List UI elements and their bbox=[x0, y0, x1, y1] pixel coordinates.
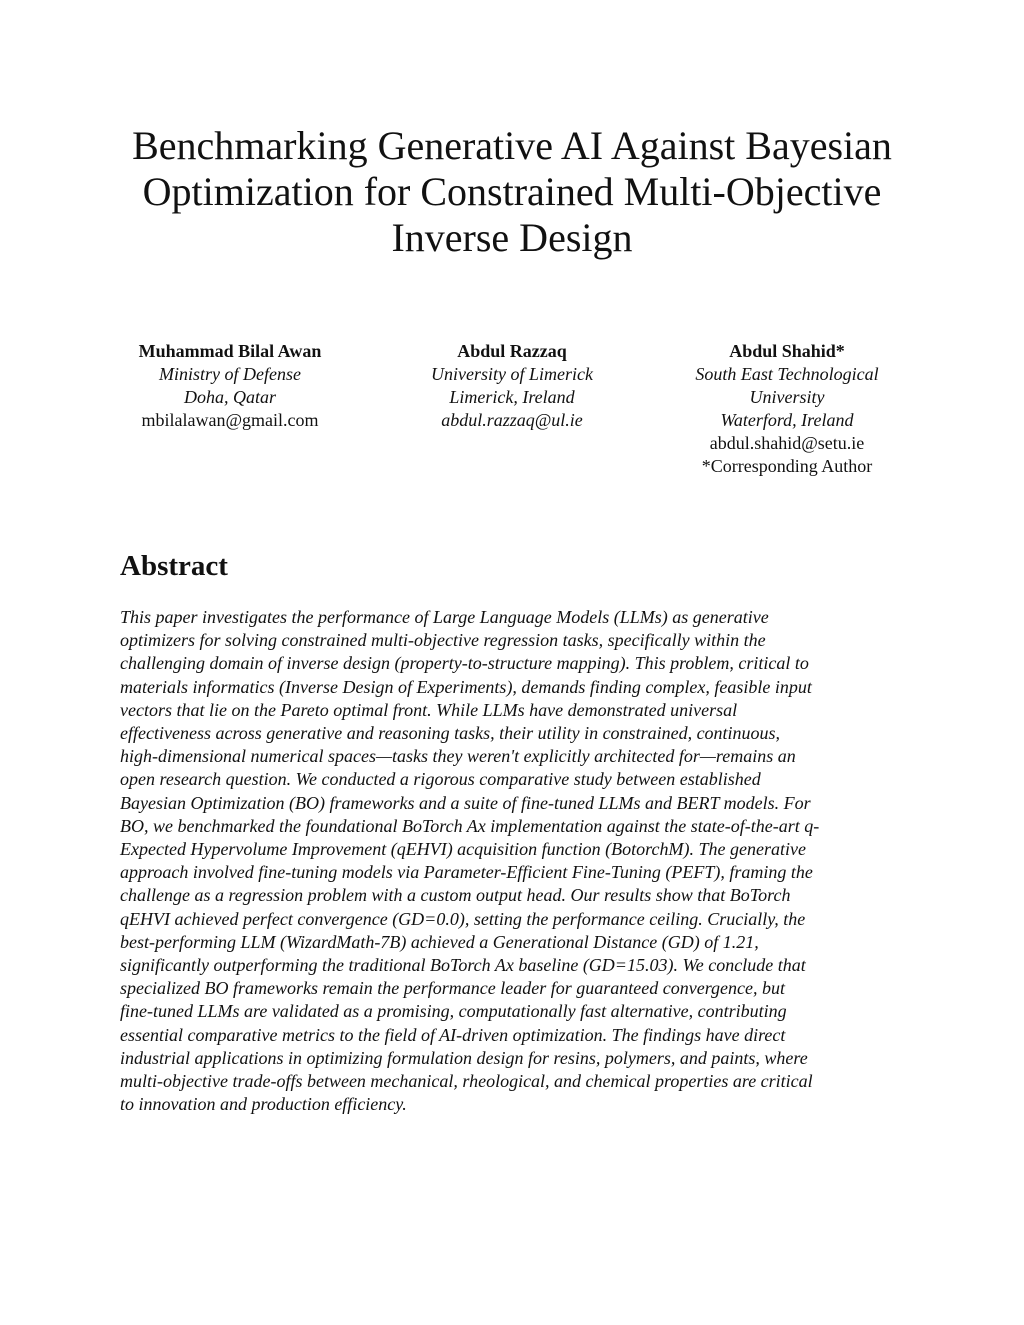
author-affiliation: South East Technological bbox=[695, 364, 879, 384]
author-email: abdul.shahid@setu.ie bbox=[709, 433, 865, 453]
abstract-line: best-performing LLM (WizardMath-7B) achieved a Generational Distance (GD) of 1.21, bbox=[120, 931, 759, 952]
title-line: Inverse Design bbox=[391, 215, 633, 260]
author-location: Limerick, Ireland bbox=[449, 387, 575, 407]
author-name: Abdul Razzaq bbox=[457, 341, 567, 361]
abstract-line: challenging domain of inverse design (property-to-structure mapping). This problem, critical to bbox=[120, 653, 809, 674]
abstract-line: BO, we benchmarked the foundational BoTorch Ax implementation against the state-of-the-art q- bbox=[120, 815, 820, 836]
abstract-line: multi-objective trade-offs between mechanical, rheological, and chemical properties are critical bbox=[120, 1071, 813, 1092]
abstract-line: Expected Hypervolume Improvement (qEHVI) acquisition function (BotorchM). The generative bbox=[120, 839, 806, 860]
abstract-line: open research question. We conducted a rigorous comparative study between established bbox=[120, 769, 761, 790]
author-affiliation-cont: University bbox=[749, 387, 825, 407]
author-block bbox=[0, 340, 1024, 490]
abstract-line: industrial applications in optimizing formulation design for resins, polymers, and paints, where bbox=[120, 1047, 808, 1068]
author-name: Muhammad Bilal Awan bbox=[138, 341, 322, 361]
abstract-line: essential comparative metrics to the field of AI-driven optimization. The findings have direct bbox=[120, 1024, 786, 1045]
author-name: Abdul Shahid* bbox=[729, 341, 845, 361]
abstract-line: high-dimensional numerical spaces—tasks they weren't explicitly architected for—remains an bbox=[120, 746, 796, 767]
abstract-line: specialized BO frameworks remain the performance leader for guaranteed convergence, but bbox=[120, 978, 786, 999]
abstract-line: fine-tuned LLMs are validated as a promising, computationally fast alternative, contributing bbox=[120, 1001, 787, 1022]
abstract-line: approach involved fine-tuning models via Parameter-Efficient Fine-Tuning (PEFT), framing the bbox=[120, 862, 813, 883]
author-razzaq bbox=[387, 340, 637, 432]
author-shahid bbox=[662, 340, 912, 478]
paper-title bbox=[0, 123, 1024, 261]
abstract-line: This paper investigates the performance of Large Language Models (LLMs) as generative bbox=[120, 607, 769, 627]
abstract-line: qEHVI achieved perfect convergence (GD=0.0), setting the performance ceiling. Crucially, the bbox=[120, 908, 806, 929]
abstract-line: materials informatics (Inverse Design of Experiments), demands finding complex, feasible input bbox=[120, 676, 812, 697]
abstract-line: significantly outperforming the traditional BoTorch Ax baseline (GD=15.03). We conclude that bbox=[120, 955, 806, 976]
abstract-line: vectors that lie on the Pareto optimal front. While LLMs have demonstrated universal bbox=[120, 699, 738, 720]
abstract-line: effectiveness across generative and reasoning tasks, their utility in constrained, continuous, bbox=[120, 723, 781, 744]
abstract-heading: Abstract bbox=[120, 550, 228, 582]
author-email: mbilalawan@gmail.com bbox=[141, 410, 319, 430]
corresponding-author-note: *Corresponding Author bbox=[701, 456, 873, 476]
abstract-body bbox=[120, 606, 910, 1116]
title-line: Benchmarking Generative AI Against Bayesian bbox=[132, 123, 892, 168]
author-location: Doha, Qatar bbox=[183, 387, 276, 407]
author-affiliation: Ministry of Defense bbox=[159, 364, 301, 384]
abstract-line: to innovation and production efficiency. bbox=[120, 1094, 407, 1115]
author-email: abdul.razzaq@ul.ie bbox=[441, 410, 583, 430]
author-affiliation: University of Limerick bbox=[431, 364, 593, 384]
abstract-line: Bayesian Optimization (BO) frameworks and a suite of fine-tuned LLMs and BERT models. For bbox=[120, 792, 811, 813]
author-awan bbox=[105, 340, 355, 432]
author-location: Waterford, Ireland bbox=[720, 410, 854, 430]
abstract-line: optimizers for solving constrained multi-objective regression tasks, specifically within the bbox=[120, 630, 766, 651]
abstract-line: challenge as a regression problem with a custom output head. Our results show that BoTorch bbox=[120, 885, 791, 906]
title-line: Optimization for Constrained Multi-Objective bbox=[142, 169, 882, 214]
